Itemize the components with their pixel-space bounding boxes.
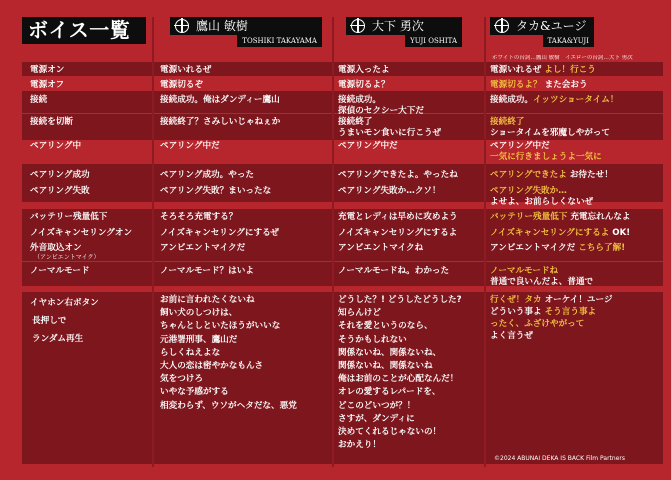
both-voice-cell (490, 141, 602, 163)
taka-voice-line: 相変わらず、ウソがヘタだな、悪党 (160, 400, 297, 411)
row-label (30, 117, 73, 128)
taka-line-text: 充電忘れんなよ (567, 212, 631, 222)
taka-voice-line: ちゃんとしといたほうがいいな (160, 321, 281, 332)
taka-line-text: OK! (609, 228, 631, 238)
taka-line-text: オーケイ！ユージ (541, 295, 613, 305)
both-voice-line (490, 170, 613, 181)
column-header-yuji (346, 17, 462, 50)
yuji-voice-line: 接続終了 (338, 117, 373, 127)
column-divider (332, 17, 334, 467)
row-label (30, 186, 90, 197)
row-label-text: バッテリー残量低下 (30, 212, 108, 222)
row-label (30, 266, 90, 277)
row-label (30, 65, 64, 76)
row-label-text: 接続 (30, 95, 48, 105)
both-voice-cell (490, 186, 593, 208)
both-voice-line (490, 80, 588, 91)
taka-voice-line: 接続終了？さみしいじゃねぇか (160, 117, 281, 127)
yuji-voice-line: オレの愛するレパードを、 (338, 387, 441, 398)
taka-voice-cell (160, 95, 280, 106)
row-label-text: 外音取込オン (30, 243, 82, 253)
taka-line-text: よせよ、お前らしくないぜ (490, 197, 594, 207)
row-label-text: イヤホン右ボタン (30, 298, 99, 308)
both-voice-line (490, 197, 593, 208)
row-label-text: 長押しで (32, 316, 67, 326)
yuji-line-text: バッテリー残量低下 (490, 212, 568, 222)
both-voice-line (490, 65, 596, 76)
yuji-voice-cell (338, 266, 449, 277)
row-label (30, 170, 90, 181)
both-voice-line (490, 212, 631, 223)
both-voice-line (490, 95, 618, 106)
yuji-line-text: 行くぜ！タカ (490, 295, 542, 305)
column-name-taka: 鷹山 敏樹 (170, 17, 322, 35)
both-voice-line (490, 266, 593, 277)
column-roman-yuji: YUJI OSHITA (405, 35, 462, 47)
both-voice-line (490, 294, 613, 306)
column-roman-both: TAKA&YUJI (543, 35, 594, 47)
row-label-text: ノイズキャンセリングオン (30, 228, 133, 238)
both-voice-cell (490, 243, 625, 254)
yuji-voice-line: ペアリングできたよ。やったね (338, 170, 458, 180)
yuji-line-text: よし！行こう (544, 65, 596, 75)
taka-line-text: 電源いれるぜ (490, 65, 545, 75)
row-label (30, 95, 47, 106)
yuji-voice-line: 関係ないね、関係ないね、 (338, 347, 442, 358)
yuji-voice-cell (338, 294, 462, 452)
taka-line-text: 普通で良いんだよ、普通で (490, 277, 594, 287)
yuji-voice-line: おかえり！ (338, 440, 381, 451)
column-divider (484, 17, 486, 467)
yuji-voice-line: 接続成功。 (338, 95, 381, 105)
row-label-text: ランダム再生 (32, 334, 84, 344)
copyright: ©2024 ABUNAI DEKA IS BACK Film Partners (494, 455, 625, 462)
taka-voice-line: そろそろ充電する？ (160, 212, 238, 222)
yuji-voice-line: それを愛というのなら、 (338, 321, 433, 332)
taka-voice-line: 接続成功。俺はダンディー鷹山 (160, 95, 280, 105)
row-label (30, 228, 132, 239)
taka-voice-line: 元港署刑事、鷹山だ (160, 334, 238, 345)
yuji-voice-cell (338, 95, 424, 117)
yuji-voice-line: どこのどいつが？！ (338, 400, 416, 411)
taka-voice-cell (160, 80, 203, 91)
column-name-both: タカ&ユージ (490, 17, 594, 35)
column-divider (152, 17, 154, 467)
taka-voice-line: ノーマルモード？はいよ (160, 266, 254, 276)
page-title: ボイス一覧 (22, 17, 146, 44)
yuji-line-text: イッツショータイム！ (532, 95, 619, 105)
yuji-voice-line: そうかもしれない (338, 334, 407, 345)
yuji-voice-cell (338, 117, 441, 139)
yuji-voice-line: 知らんけど (338, 308, 381, 319)
yuji-line-text: 電源切るよ？ (490, 80, 542, 90)
column-header-both (490, 17, 594, 50)
both-voice-cell (490, 80, 588, 91)
both-voice-cell (490, 117, 610, 139)
crest-icon (175, 19, 189, 33)
taka-voice-cell (160, 170, 254, 181)
yuji-voice-line: さすが、ダンディに (338, 413, 415, 424)
yuji-line-text: ペアリングできたよ (490, 170, 567, 180)
taka-voice-cell (160, 212, 237, 223)
taka-voice-line: 電源いれるぜ (160, 65, 212, 75)
taka-voice-line: アンビエントマイクだ (160, 243, 246, 253)
taka-voice-line: 気をつけろ (160, 374, 203, 385)
row-label-text: 電源オン (30, 65, 65, 75)
taka-line-text: 接続成功。 (490, 95, 533, 105)
both-voice-line (490, 306, 613, 318)
yuji-line-text: ったく、ふざけやがって (490, 319, 585, 329)
taka-line-text: また会おう (541, 80, 588, 90)
taka-voice-line: ペアリング失敗？まいったな (160, 186, 272, 196)
taka-line-text: よく言うぜ (490, 331, 533, 341)
yuji-voice-line: うまいモン食いに行こうぜ (338, 128, 442, 138)
yuji-voice-cell (338, 243, 423, 254)
taka-voice-line: 大人の恋は密やかなもんさ (160, 361, 264, 372)
yuji-voice-line: ペアリング中だ (338, 141, 398, 151)
taka-voice-cell (160, 186, 271, 197)
yuji-voice-line: ペアリング失敗か…クソ！ (338, 186, 441, 196)
yuji-voice-line: 電源切るよ？ (338, 80, 390, 90)
taka-voice-line: いやな予感がする (160, 387, 229, 398)
both-voice-line (490, 318, 613, 330)
column-header-taka (170, 17, 322, 50)
yuji-voice-line: 探偵のセクシー大下だ (338, 106, 424, 116)
both-voice-cell (490, 266, 593, 288)
both-voice-cell (490, 95, 618, 106)
taka-line-text: どういう事よ (490, 307, 542, 317)
yuji-voice-cell (338, 65, 390, 76)
taka-voice-line: お前に言われたくないね (160, 295, 255, 305)
yuji-line-text: 接続終了 (490, 117, 525, 127)
both-voice-line (490, 330, 613, 342)
both-voice-line (490, 141, 602, 152)
both-voice-line (490, 243, 625, 254)
yuji-voice-cell (338, 141, 398, 152)
both-voice-line (490, 186, 593, 197)
yuji-line-text: ペアリング失敗か… (490, 186, 567, 196)
both-voice-line (490, 117, 610, 128)
yuji-voice-cell (338, 80, 390, 91)
yuji-voice-line: ノイズキャンセリングにするよ (338, 228, 458, 238)
taka-voice-cell (160, 141, 220, 152)
both-voice-line (490, 128, 610, 139)
yuji-voice-line: 俺はお前のことが心配なんだ！ (338, 374, 459, 385)
row-label (30, 80, 64, 91)
both-voice-cell (490, 228, 630, 239)
taka-voice-line: ペアリング成功。やった (160, 170, 255, 180)
row-label-text: ペアリング成功 (30, 170, 90, 180)
both-voice-cell (490, 170, 613, 181)
taka-voice-line: ノイズキャンセリングにするぜ (160, 228, 280, 238)
taka-line-text: アンビエントマイクだ (490, 243, 576, 253)
color-legend-note: ホワイトの台詞…鷹山 敏樹 イエローの台詞…大下 勇次 (492, 55, 633, 61)
both-voice-line (490, 277, 593, 288)
row-label-sub: （アンビエントマイク） (34, 254, 100, 261)
yuji-voice-line: 決めてくれるじゃないの！ (338, 427, 442, 438)
taka-voice-line: 電源切るぞ (160, 80, 203, 90)
both-voice-cell (490, 212, 631, 223)
both-voice-line (490, 152, 602, 163)
taka-voice-cell (160, 117, 280, 128)
yuji-line-text: 一気に行きましょうよ一気に (490, 152, 602, 162)
yuji-voice-line: アンビエントマイクね (338, 243, 424, 253)
yuji-line-text: そう言う事よ (541, 307, 597, 317)
yuji-line-text: こちら了解! (575, 243, 626, 253)
row-label (30, 243, 100, 261)
yuji-line-text: ノイズキャンセリングにするよ (490, 228, 610, 238)
row-label-text: ノーマルモード (30, 266, 90, 276)
row-label-text: ペアリング中 (30, 141, 82, 151)
taka-voice-cell (160, 266, 254, 277)
row-label (30, 294, 99, 348)
taka-line-text: ペアリング中だ (490, 141, 550, 151)
taka-line-text: ショータイムを邪魔しやがって (490, 128, 610, 138)
both-voice-line (490, 228, 630, 239)
taka-voice-cell (160, 65, 211, 76)
taka-voice-cell (160, 294, 297, 413)
yuji-line-text: ノーマルモードね (490, 266, 559, 276)
yuji-voice-cell (338, 228, 457, 239)
yuji-voice-cell (338, 212, 458, 223)
row-label-text: 接続を切断 (30, 117, 73, 127)
taka-line-text: お待たせ！ (566, 170, 613, 180)
yuji-voice-cell (338, 186, 441, 197)
both-voice-cell (490, 294, 613, 342)
taka-voice-line: 飼い犬のしつけは、 (160, 308, 238, 319)
row-label (30, 212, 107, 223)
column-name-yuji: 大下 勇次 (346, 17, 462, 35)
taka-voice-line: らしくねえよな (160, 347, 221, 358)
yuji-voice-line: ノーマルモードね。わかった (338, 266, 450, 276)
taka-voice-cell (160, 243, 245, 254)
yuji-voice-line: 充電とレディは早めに攻めよう (338, 212, 458, 222)
row-label-text: ペアリング失敗 (30, 186, 90, 196)
row-label (30, 141, 81, 152)
taka-voice-cell (160, 228, 279, 239)
row-label-text: 電源オフ (30, 80, 65, 90)
yuji-voice-line: 電源入ったよ (338, 65, 390, 75)
yuji-voice-cell (338, 170, 458, 181)
crest-icon (351, 19, 365, 33)
crest-icon (495, 19, 509, 33)
yuji-voice-line: 関係ないね、関係ないね (338, 361, 433, 372)
yuji-voice-line: どうした？! どうしたどうした? (338, 295, 462, 305)
taka-voice-line: ペアリング中だ (160, 141, 220, 151)
both-voice-cell (490, 65, 596, 76)
column-roman-taka: TOSHIKI TAKAYAMA (237, 35, 322, 47)
